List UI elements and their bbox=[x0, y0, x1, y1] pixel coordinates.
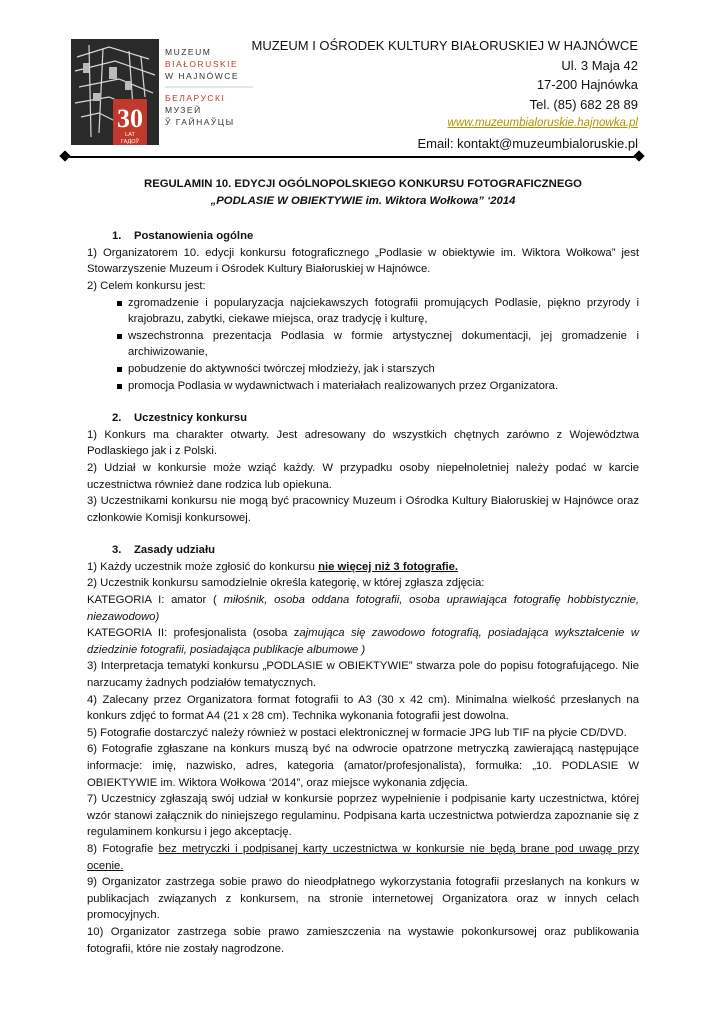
org-website-link[interactable]: www.muzeumbialoruskie.hajnowka.pl bbox=[447, 117, 638, 129]
s3-paragraph-4: 4) Zalecany przez Organizatora format fotografii to A3 (30 x 42 cm). Minimalna wielkość przesłanych na konkurs zdjęć to format A4 (21 x 28 cm). Technika wykonania fotografii jest dowolna. bbox=[87, 693, 639, 723]
regulation-document bbox=[87, 176, 639, 957]
section-heading-1: 1. Postanowienia ogólne bbox=[112, 230, 254, 243]
logo-text-by-1: БЕЛАРУСКІ bbox=[165, 93, 226, 103]
section-heading-2: 2. Uczestnicy konkursu bbox=[112, 412, 248, 425]
logo-text-by-3: Ў ГАЙНАЎЦЫ bbox=[165, 117, 235, 127]
s3-paragraph-2: 2) Uczestnik konkursu samodzielnie określa kategorię, w której zgłasza zdjęcia: bbox=[87, 577, 485, 590]
s3-paragraph-3: 3) Interpretacja tematyki konkursu „PODLASIE w OBIEKTYWIE” stwarza pole do popisu fotografującego. Nie narzucamy żadnych podziałów tematycznych. bbox=[87, 660, 639, 690]
category-1: KATEGORIA I: amator ( miłośnik, osoba oddana fotografii, osoba uprawiająca fotografię hobbistycznie, niezawodowo) bbox=[87, 594, 639, 623]
s3-paragraph-6: 6) Fotografie zgłaszane na konkurs muszą być na odwrocie opatrzone metryczką zawierającą następujące informacje: imię, nazwisko, adres, kategoria (amator/profesjonalista), formułka: „10. PODLASIE W OBIEKTYWIE im. Wiktora Wołkowa ‘2014”, oraz miejsce wykonania zdjęcia. bbox=[87, 743, 639, 789]
s3-paragraph-8: 8) Fotografie bez metryczki i podpisanej karty uczestnictwa w konkursie nie będą brane pod uwagę przy ocenie. bbox=[87, 842, 639, 872]
s3-paragraph-10: 10) Organizator zastrzega sobie prawo zamieszczenia na wystawie pokonkursowej oraz publikowania fotografii, które nie zostały nagrodzone. bbox=[87, 925, 639, 955]
logo-text-pl-2: BIAŁORUSKIE bbox=[165, 59, 239, 69]
org-street: Ul. 3 Maja 42 bbox=[561, 57, 638, 73]
s3-paragraph-5: 5) Fotografie dostarczyć należy również w postaci elektronicznej w formacie JPG lub TIF na płycie CD/DVD. bbox=[87, 726, 627, 739]
s2-paragraph-3: 3) Uczestnikami konkursu nie mogą być pracownicy Muzeum i Ośrodka Kultury Białoruskiej w Hajnówce oraz członkowie Komisji konkursowej. bbox=[87, 495, 639, 524]
org-email[interactable]: Email: kontakt@muzeumbialoruskie.pl bbox=[417, 135, 638, 151]
org-city: 17-200 Hajnówka bbox=[536, 77, 638, 92]
org-name: MUZEUM I OŚRODEK KULTURY BIAŁORUSKIEJ W HAJNÓWCE bbox=[251, 38, 638, 53]
logo-anniversary-number: 30 bbox=[117, 104, 143, 133]
document-subtitle: „PODLASIE W OBIEKTYWIE im. Wiktora Wołkowa” ‘2014 bbox=[210, 194, 516, 207]
header-divider bbox=[64, 156, 640, 158]
category-2: KATEGORIA II: profesjonalista (osoba zajmująca się zawodowo fotografią, posiadająca wykształcenie w dziedzinie fotografii, posiadająca publikacje albumowe ) bbox=[87, 627, 639, 656]
list-item: promocja Podlasia w wydawnictwach i materiałach realizowanych przez Organizatora. bbox=[128, 378, 639, 395]
logo-text-by-2: МУЗЕЙ bbox=[165, 105, 202, 115]
s2-paragraph-1: 1) Konkurs ma charakter otwarty. Jest adresowany do wszystkich chętnych zarówno z Województwa Podlaskiego jak i z Polski. bbox=[87, 428, 639, 458]
s1-paragraph-1: 1) Organizatorem 10. edycji konkursu fotograficznego „Podlasie w obiektywie im. Wiktora Wołkowa” jest Stowarzyszenie Muzeum i Ośrodek Kultury Białoruskiej w Hajnówce. bbox=[87, 246, 639, 276]
s3-paragraph-9: 9) Organizator zastrzega sobie prawo do nieodpłatnego wykorzystania fotografii przesłanych na konkurs w publikacjach związanych z konkursem, na stronie internetowej Organizatora oraz w innych celach promocyjnych. bbox=[87, 876, 639, 922]
section-heading-3: 3. Zasady udziału bbox=[112, 544, 215, 557]
document-title: REGULAMIN 10. EDYCJI OGÓLNOPOLSKIEGO KONKURSU FOTOGRAFICZNEGO bbox=[144, 178, 582, 190]
s1-paragraph-2: 2) Celem konkursu jest: bbox=[87, 279, 206, 292]
org-phone: Tel. (85) 682 28 89 bbox=[529, 96, 638, 112]
s3-paragraph-7: 7) Uczestnicy zgłaszają swój udział w konkursie poprzez wypełnienie i podpisanie karty uczestnictwa, której wzór stanowi załącznik do niniejszego regulaminu. Podpisana karta uczestnictwa potwierdza zapoznanie się z regulaminem konkursu i jego akceptację. bbox=[87, 793, 639, 839]
s2-paragraph-2: 2) Udział w konkursie może wziąć każdy. W przypadku osoby niepełnoletniej należy podać w karcie uczestnictwa również dane rodzica lub opiekuna. bbox=[87, 461, 639, 491]
contact-block bbox=[252, 36, 638, 153]
list-item: pobudzenie do aktywności twórczej młodzieży, jak i starszych bbox=[128, 361, 639, 378]
museum-logo bbox=[69, 37, 255, 147]
list-item: wszechstronna prezentacja Podlasia w formie artystycznej dokumentacji, jej gromadzenie i archiwizowanie, bbox=[128, 328, 639, 361]
logo-text-pl-1: MUZEUM bbox=[165, 47, 212, 57]
logo-anniversary-text-2: ГАДОЎ bbox=[121, 139, 139, 145]
logo-text-pl-3: W HAJNÓWCE bbox=[165, 71, 240, 81]
list-item: zgromadzenie i popularyzacja najciekawszych fotografii promujących Podlasie, piękno przyrody i krajobrazu, zabytki, ciekawe miejsca, oraz tradycję i kulturę, bbox=[128, 295, 639, 328]
divider-diamond-left bbox=[59, 150, 70, 161]
logo-anniversary-text-1: LAT bbox=[125, 132, 135, 138]
s1-goals-list bbox=[87, 295, 639, 395]
s3-paragraph-1: 1) Każdy uczestnik może zgłosić do konkursu nie więcej niż 3 fotografie. bbox=[87, 560, 459, 573]
